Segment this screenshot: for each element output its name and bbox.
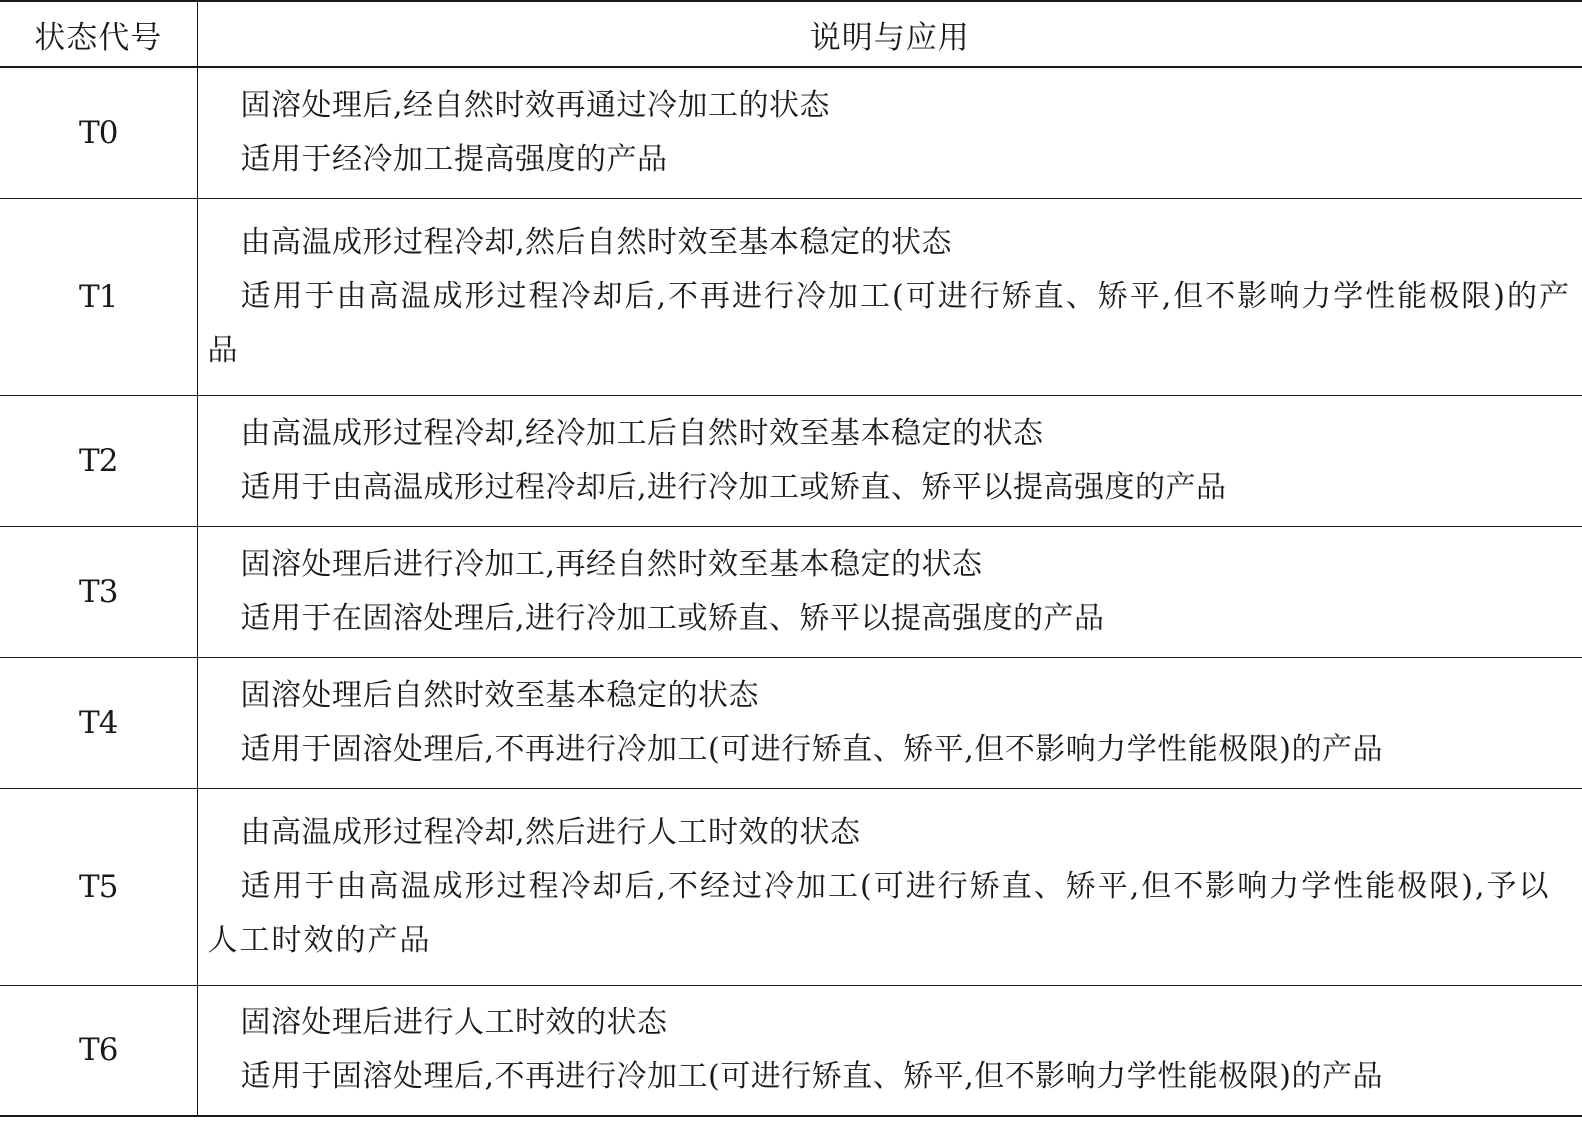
- application-line: 适用于固溶处理后,不再进行冷加工(可进行矫直、矫平,但不影响力学性能极限)的产品: [240, 1059, 1383, 1095]
- description-line: 由高温成形过程冷却,然后自然时效至基本稳定的状态: [240, 224, 953, 260]
- description-line: 固溶处理后自然时效至基本稳定的状态: [240, 677, 759, 713]
- application-line: 适用于由高温成形过程冷却后,不再进行冷加工(可进行矫直、矫平,但不影响力学性能极限)的产品: [207, 278, 1571, 368]
- table-row: [0, 526, 1582, 657]
- table-row: [0, 395, 1582, 526]
- description-line: 固溶处理后进行人工时效的状态: [240, 1005, 668, 1041]
- header-description: 说明与应用: [197, 1, 1582, 67]
- description-cell: [197, 788, 1582, 985]
- code-text: T2: [79, 442, 118, 479]
- description-cell: [197, 67, 1582, 198]
- code-cell: [0, 67, 197, 198]
- code-cell: [0, 985, 197, 1116]
- description-line: 由高温成形过程冷却,经冷加工后自然时效至基本稳定的状态: [240, 415, 1044, 451]
- description-cell: [197, 198, 1582, 395]
- code-text: T6: [79, 1032, 118, 1069]
- application-line: 适用于经冷加工提高强度的产品: [240, 141, 668, 177]
- table-row: [0, 198, 1582, 395]
- code-cell: [0, 657, 197, 788]
- table-row: [0, 67, 1582, 198]
- code-cell: [0, 395, 197, 526]
- description-line: 固溶处理后进行冷加工,再经自然时效至基本稳定的状态: [240, 546, 983, 582]
- application-line: 适用于在固溶处理后,进行冷加工或矫直、矫平以提高强度的产品: [240, 600, 1105, 636]
- description-cell: [197, 985, 1582, 1116]
- header-code: 状态代号: [0, 1, 197, 67]
- table-header-row: [0, 1, 1582, 67]
- code-text: T4: [79, 704, 118, 741]
- code-cell: [0, 526, 197, 657]
- table-row: [0, 657, 1582, 788]
- code-text: T3: [79, 573, 118, 610]
- description-line: 由高温成形过程冷却,然后进行人工时效的状态: [240, 814, 861, 850]
- description-cell: [197, 657, 1582, 788]
- description-cell: [197, 395, 1582, 526]
- application-line: 适用于由高温成形过程冷却后,进行冷加工或矫直、矫平以提高强度的产品: [240, 469, 1227, 505]
- table-row: [0, 788, 1582, 985]
- code-text: T0: [79, 114, 118, 151]
- code-text: T5: [79, 868, 118, 905]
- description-cell: [197, 526, 1582, 657]
- code-cell: [0, 788, 197, 985]
- application-line: 适用于固溶处理后,不再进行冷加工(可进行矫直、矫平,但不影响力学性能极限)的产品: [240, 731, 1383, 767]
- code-cell: [0, 198, 197, 395]
- application-line: 适用于由高温成形过程冷却后,不经过冷加工(可进行矫直、矫平,但不影响力学性能极限),予以人工时效的产品: [207, 868, 1551, 958]
- code-text: T1: [79, 278, 118, 315]
- description-line: 固溶处理后,经自然时效再通过冷加工的状态: [240, 87, 831, 123]
- table-row: [0, 985, 1582, 1116]
